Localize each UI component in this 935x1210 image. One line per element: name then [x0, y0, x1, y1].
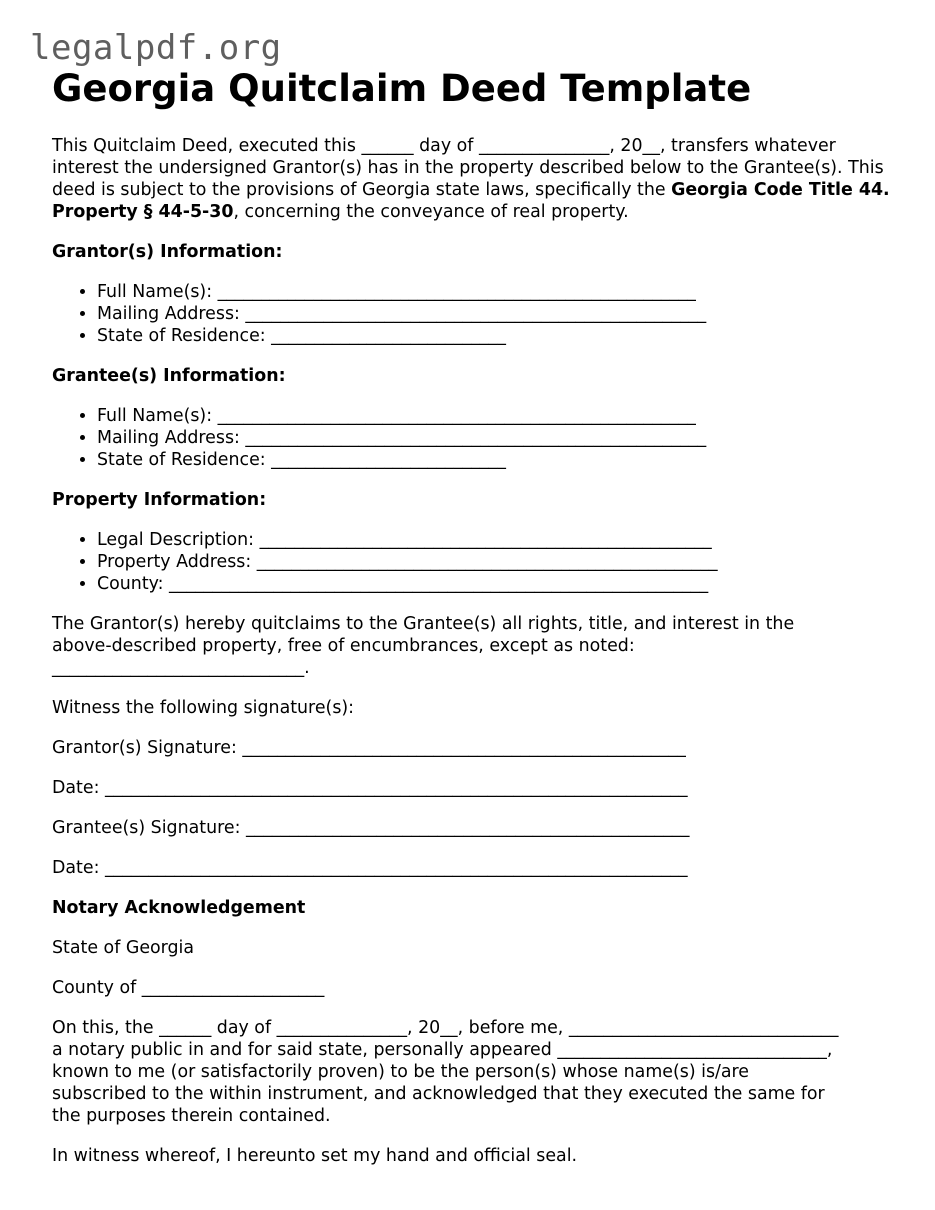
page-title: Georgia Quitclaim Deed Template — [52, 67, 752, 110]
grantor-mailing-address-field[interactable]: • Mailing Address: _____________________________________________________ — [97, 303, 892, 325]
document-body — [52, 66, 892, 1167]
notary-state: State of Georgia — [52, 938, 195, 958]
legal-description-field[interactable]: • Legal Description: ____________________________________________________ — [97, 529, 892, 551]
witness-statement: Witness the following signature(s): — [52, 698, 355, 718]
notary-line: subscribed to the within instrument, and acknowledged that they executed the same for — [52, 1084, 825, 1104]
grantor-signature-field[interactable]: Grantor(s) Signature: ___________________________________________________ — [52, 738, 686, 758]
watermark-logo: legalpdf.org — [30, 28, 282, 68]
grantee-state-field[interactable]: • State of Residence: ___________________________ — [97, 449, 892, 471]
notary-paragraph — [52, 1017, 892, 1127]
property-list — [52, 529, 892, 595]
county-field[interactable]: • County: ______________________________________________________________ — [97, 573, 892, 595]
quitclaim-line: above-described property, free of encumbrances, except as noted: — [52, 636, 635, 656]
property-heading: Property Information: — [52, 490, 267, 510]
grantor-full-name-field[interactable]: • Full Name(s): _______________________________________________________ — [97, 281, 892, 303]
notary-line[interactable]: On this, the ______ day of _______________, 20__, before me, _______________________________ — [52, 1018, 839, 1038]
grantee-list — [52, 405, 892, 471]
notary-county-field[interactable]: County of _____________________ — [52, 978, 325, 998]
notary-closing: In witness whereof, I hereunto set my hand and official seal. — [52, 1146, 578, 1166]
grantor-heading: Grantor(s) Information: — [52, 242, 283, 262]
grantee-full-name-field[interactable]: • Full Name(s): _______________________________________________________ — [97, 405, 892, 427]
grantee-heading: Grantee(s) Information: — [52, 366, 286, 386]
intro-paragraph — [52, 135, 892, 223]
grantor-state-field[interactable]: • State of Residence: ___________________________ — [97, 325, 892, 347]
grantor-date-field[interactable]: Date: ___________________________________________________________________ — [52, 778, 688, 798]
notary-line: known to me (or satisfactorily proven) to be the person(s) whose name(s) is/are — [52, 1062, 750, 1082]
grantee-date-field[interactable]: Date: ___________________________________________________________________ — [52, 858, 688, 878]
intro-text: This Quitclaim Deed, executed this ______ day of _______________, 20__, transfers whatever interest the undersigned Grantor(s) has in the property described below to the Grantee(s). This deed is subject to the provisions of Georgia state laws, specifically the — [52, 136, 884, 200]
quitclaim-line: The Grantor(s) hereby quitclaims to the Grantee(s) all rights, title, and interest in the — [52, 614, 795, 634]
notary-heading: Notary Acknowledgement — [52, 898, 306, 918]
grantee-mailing-address-field[interactable]: • Mailing Address: _____________________________________________________ — [97, 427, 892, 449]
exceptions-field[interactable]: _____________________________. — [52, 658, 310, 678]
quitclaim-paragraph — [52, 613, 892, 679]
georgia-code-citation: Georgia Code Title 44. Property § 44-5-30 — [52, 180, 890, 222]
grantor-list — [52, 281, 892, 347]
notary-line: the purposes therein contained. — [52, 1106, 331, 1126]
property-address-field[interactable]: • Property Address: _____________________________________________________ — [97, 551, 892, 573]
grantee-signature-field[interactable]: Grantee(s) Signature: ___________________________________________________ — [52, 818, 690, 838]
intro-text-end: , concerning the conveyance of real property. — [233, 202, 629, 222]
notary-line[interactable]: a notary public in and for said state, personally appeared _______________________________, — [52, 1040, 833, 1060]
